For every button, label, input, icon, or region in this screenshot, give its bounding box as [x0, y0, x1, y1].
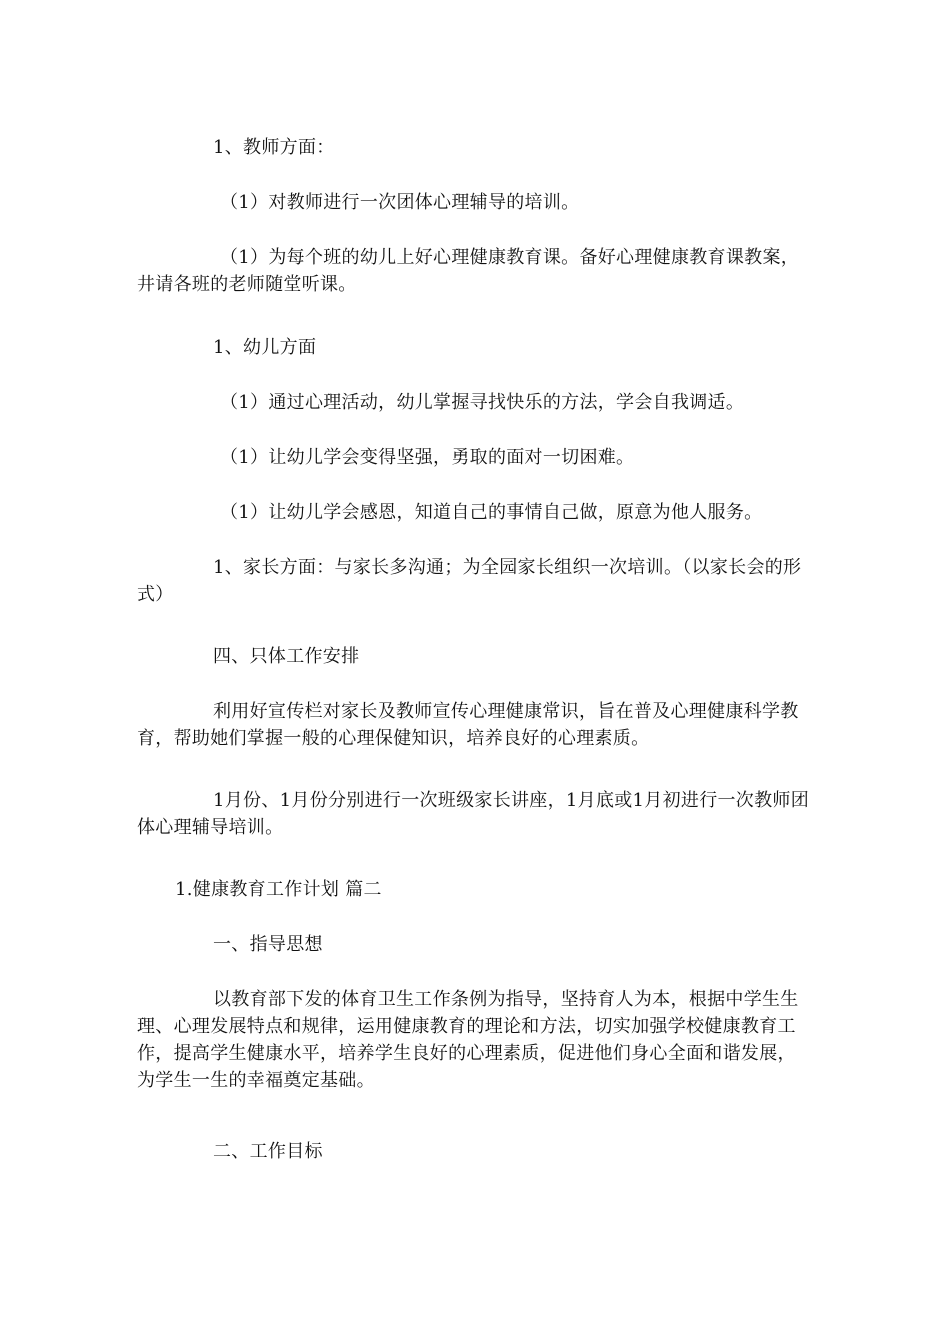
- paragraph-parent-heading: 1、家长方面：与家长多沟通；为全园家长组织一次培训。（以家长会的形式）: [137, 557, 802, 605]
- paragraph-work-goals-heading: 二、工作目标: [213, 1141, 323, 1162]
- paragraph-teacher-item-1: （1）对教师进行一次团体心理辅导的培训。: [220, 192, 580, 213]
- paragraph-guiding-thought-body: 以教育部下发的体育卫生工作条例为指导，坚持育人为本，根据中学生生理、心理发展特点和规律，运用健康教育的理论和方法，切实加强学校健康教育工作，提高学生健康水平，培养学生良好的心理素质，促进他们身心全面和谐发展，为学生一生的幸福奠定基础。: [137, 989, 799, 1091]
- paragraph-bulletin-board: 利用好宣传栏对家长及教师宣传心理健康常识，旨在普及心理健康科学教育，帮助她们掌握一般的心理保健知识，培养良好的心理素质。: [137, 701, 799, 749]
- paragraph-child-item-2: （1）让幼儿学会变得坚强，勇取的面对一切困难。: [220, 447, 635, 468]
- paragraph-child-item-3: （1）让幼儿学会感恩，知道自己的事情自己做，原意为他人服务。: [220, 502, 763, 523]
- paragraph-guiding-thought-heading: 一、指导思想: [213, 934, 323, 955]
- paragraph-teacher-item-2: （1）为每个班的幼儿上好心理健康教育课。备好心理健康教育课教案，井请各班的老师随堂听课。: [137, 247, 800, 295]
- paragraph-teacher-heading: 1、教师方面：: [213, 137, 335, 158]
- paragraph-section-four-heading: 四、只体工作安排: [213, 646, 360, 667]
- paragraph-child-item-1: （1）通过心理活动，幼儿掌握寻找快乐的方法，学会自我调适。: [220, 392, 745, 413]
- paragraph-lecture-schedule: 1月份、1月份分别进行一次班级家长讲座，1月底或1月初进行一次教师团体心理辅导培训。: [137, 790, 810, 838]
- paragraph-child-heading: 1、幼儿方面: [213, 337, 317, 358]
- paragraph-plan-two-title: 1.健康教育工作计划 篇二: [175, 879, 382, 900]
